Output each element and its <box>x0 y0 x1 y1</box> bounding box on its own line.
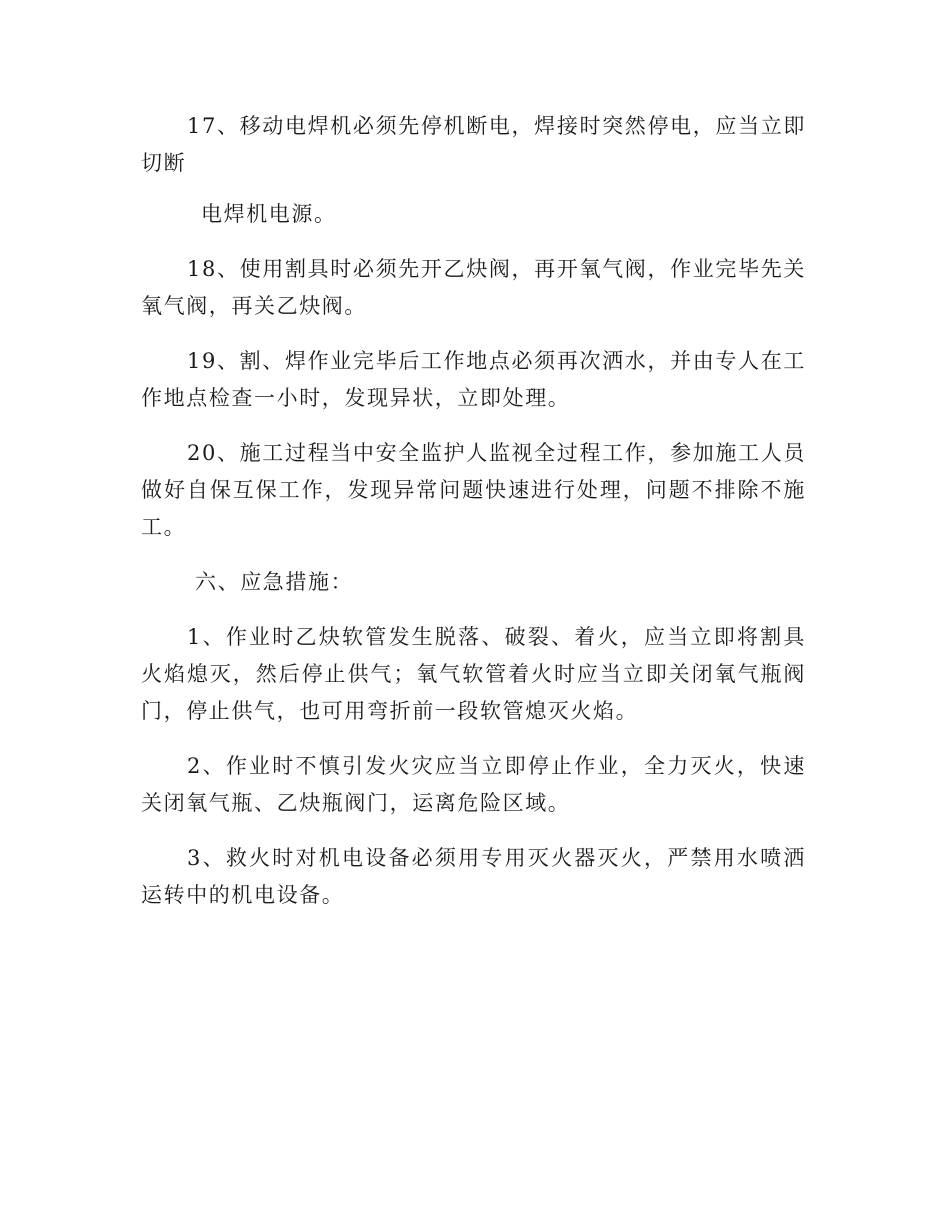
emergency-item-2: 2、作业时不慎引发火灾应当立即停止作业，全力灭火，快速关闭氧气瓶、乙炔瓶阀门，运离危险区域。 <box>141 754 806 815</box>
paragraph-20: 20、施工过程当中安全监护人监视全过程工作，参加施工人员做好自保互保工作，发现异常问题快速进行处理，问题不排除不施工。 <box>141 441 806 539</box>
paragraph-18: 18、使用割具时必须先开乙炔阀，再开氧气阀，作业完毕先关氧气阀，再关乙炔阀。 <box>141 257 806 318</box>
document-body <box>141 108 806 932</box>
emergency-item-1: 1、作业时乙炔软管发生脱落、破裂、着火，应当立即将割具火焰熄灭，然后停止供气；氧气软管着火时应当立即关闭氧气瓶阀门，停止供气，也可用弯折前一段软管熄灭火焰。 <box>141 625 806 723</box>
paragraph-17: 17、移动电焊机必须先停机断电，焊接时突然停电，应当立即切断 <box>141 114 806 175</box>
paragraph-17-continuation: 电焊机电源。 <box>201 202 337 226</box>
emergency-item-3: 3、救火时对机电设备必须用专用灭火器灭火，严禁用水喷洒运转中的机电设备。 <box>141 846 806 907</box>
paragraph-19: 19、割、焊作业完毕后工作地点必须再次洒水，并由专人在工作地点检查一小时，发现异状，立即处理。 <box>141 349 806 410</box>
section-heading-emergency: 六、应急措施： <box>195 570 354 594</box>
